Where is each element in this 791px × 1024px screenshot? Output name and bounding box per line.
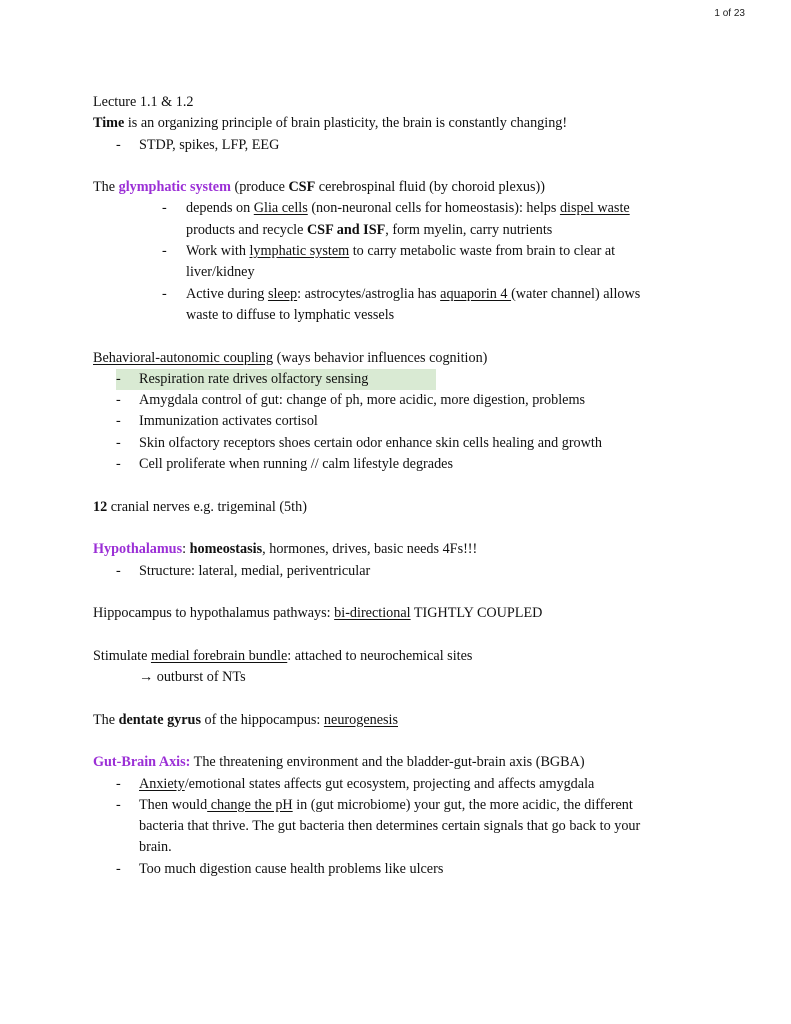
gut-brain-term: Gut-Brain Axis:: [93, 754, 191, 771]
list-item-text: STDP, spikes, LFP, EEG: [139, 136, 280, 153]
behavioral-heading: Behavioral-autonomic coupling (ways behavior influences cognition): [93, 349, 488, 366]
bi-directional-term: bi-directional: [334, 605, 411, 622]
behavioral-term: Behavioral-autonomic coupling: [93, 349, 274, 366]
time-term: Time: [93, 115, 125, 132]
list-item: - Skin olfactory receptors shoes certain odor enhance skin cells healing and growth: [116, 434, 602, 451]
arrow-line: → outburst of NTs: [139, 669, 246, 686]
gut-brain-heading: Gut-Brain Axis: The threatening environment and the bladder-gut-brain axis (BGBA): [93, 754, 585, 771]
homeostasis-term: homeostasis: [189, 541, 263, 558]
document-body: [93, 92, 713, 880]
list-item-continuation: brain.: [139, 839, 172, 856]
csf-term: CSF: [288, 179, 316, 196]
list-item: - depends on Glia cells (non-neuronal cells for homeostasis): helps dispel waste: [162, 200, 630, 217]
list-item-continuation: waste to diffuse to lymphatic vessels: [186, 306, 395, 323]
page-counter: 1 of 23: [714, 8, 745, 19]
aquaporin-term: aquaporin 4: [440, 285, 512, 302]
list-item: - Active during sleep: astrocytes/astroglia has aquaporin 4 (water channel) allows: [162, 285, 641, 302]
glia-cells-term: Glia cells: [253, 200, 308, 217]
dentate-gyrus-term: dentate gyrus: [118, 711, 201, 728]
hippocampus-line: Hippocampus to hypothalamus pathways: bi-directional TIGHTLY COUPLED: [93, 605, 543, 622]
dentate-line: The dentate gyrus of the hippocampus: neurogenesis: [93, 711, 398, 728]
list-item: - Anxiety/emotional states affects gut ecosystem, projecting and affects amygdala: [116, 775, 595, 792]
lymphatic-system-term: lymphatic system: [249, 243, 350, 260]
sleep-term: sleep: [267, 285, 298, 302]
list-item-continuation: bacteria that thrive. The gut bacteria then determines certain signals that go back to your: [139, 818, 641, 835]
list-item: - Cell proliferate when running // calm lifestyle degrades: [116, 456, 453, 473]
hypothalamus-term: Hypothalamus: [93, 541, 183, 558]
stimulate-line: Stimulate medial forebrain bundle: attached to neurochemical sites: [93, 647, 473, 664]
cranial-nerves-line: 12 cranial nerves e.g. trigeminal (5th): [93, 498, 307, 515]
time-sentence: [93, 113, 713, 134]
hypothalamus-heading: Hypothalamus: homeostasis, hormones, drives, basic needs 4Fs!!!: [93, 541, 478, 558]
csf-isf-term: CSF and ISF: [306, 221, 386, 238]
list-item-continuation: liver/kidney: [186, 264, 255, 281]
list-item-highlighted: [93, 369, 713, 390]
list-item: - Then would change the pH in (gut microbiome) your gut, the more acidic, the different: [116, 796, 633, 813]
list-item: - Immunization activates cortisol: [116, 413, 318, 430]
list-item-continuation: products and recycle CSF and ISF, form myelin, carry nutrients: [186, 221, 553, 238]
neurogenesis-term: neurogenesis: [323, 711, 398, 728]
time-text: is an organizing principle of brain plasticity, the brain is constantly changing!: [124, 115, 568, 132]
glymphatic-term: glymphatic system: [118, 179, 231, 196]
change-ph-term: change the pH: [207, 796, 293, 813]
lecture-title: Lecture 1.1 & 1.2: [93, 94, 194, 110]
list-item: - Amygdala control of gut: change of ph, more acidic, more digestion, problems: [116, 392, 585, 409]
glymphatic-heading: The glymphatic system (produce CSF cerebrospinal fluid (by choroid plexus)): [93, 179, 545, 196]
mfb-term: medial forebrain bundle: [150, 647, 288, 664]
list-item: - Structure: lateral, medial, periventricular: [116, 562, 371, 579]
list-item: - STDP, spikes, LFP, EEG: [116, 136, 280, 153]
anxiety-term: Anxiety: [139, 775, 185, 792]
list-item: - Too much digestion cause health problems like ulcers: [116, 860, 444, 877]
list-item: - Work with lymphatic system to carry metabolic waste from brain to clear at: [162, 243, 616, 260]
highlight: - Respiration rate drives olfactory sensing: [116, 369, 436, 390]
dispel-waste-term: dispel waste: [559, 200, 630, 217]
